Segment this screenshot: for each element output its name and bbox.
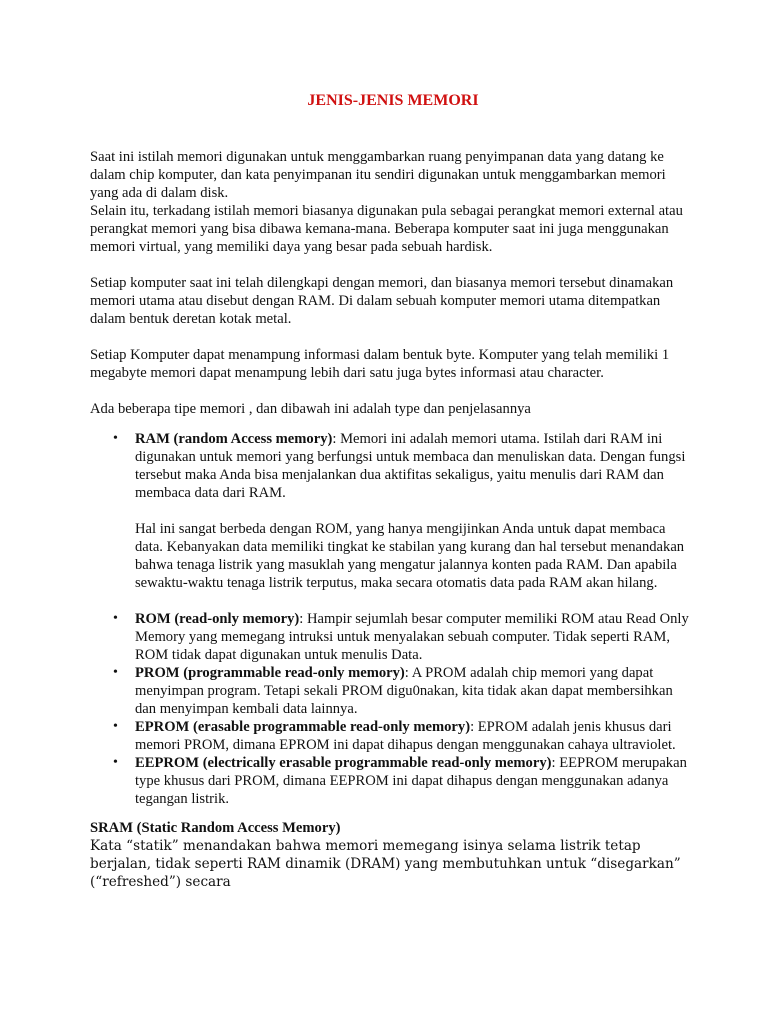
desc-ram: : Memori ini adalah memori utama. Istilah dari RAM ini digunakan untuk memori yang berfungsi untuk membaca dan menuliskan data. Dengan fungsi tersebut maka Anda bisa menjalankan dua aktifitas sekaligus, yaitu menulis dari RAM dan membaca data dari RAM. [135,431,686,501]
desc-eeprom: : EEPROM merupakan type khusus dari PROM, dimana EEPROM ini dapat dihapus dengan menggunakan adanya tegangan listrik. [135,755,687,807]
list-item-eprom [90,718,690,754]
bullet-icon: • [113,431,118,446]
intro-paragraph-4: Setiap Komputer dapat menampung informasi dalam bentuk byte. Komputer yang telah memiliki 1 megabyte memori dapat menampung lebih dari satu juga bytes informasi atau character. [90,347,670,381]
intro-paragraph-1: Saat ini istilah memori digunakan untuk menggambarkan ruang penyimpanan data yang datang ke dalam chip komputer, dan kata penyimpanan itu sendiri digunakan untuk menggambarkan memori yang ada di dalam disk. [90,149,666,201]
bullet-icon: • [113,665,118,680]
sram-heading: SRAM (Static Random Access Memory) [90,820,341,836]
bullet-icon: • [113,611,118,626]
term-prom: PROM (programmable read-only memory) [135,665,405,681]
bullet-icon: • [113,755,118,770]
list-item-eeprom [90,754,690,808]
list-item-prom [90,664,690,718]
term-eeprom: EEPROM (electrically erasable programmable read-only memory) [135,755,552,771]
bullet-icon: • [113,719,118,734]
desc-eprom: : EPROM adalah jenis khusus dari memori PROM, dimana EPROM ini dapat dihapus dengan menggunakan cahaya ultraviolet. [135,719,676,753]
document-title: JENIS-JENIS MEMORI [307,92,479,109]
desc-prom: : A PROM adalah chip memori yang dapat menyimpan program. Tetapi sekali PROM digu0nakan, kita tidak akan dapat membersihkan dan menyimpan kembali data lainnya. [135,665,673,717]
sram-paragraph: Kata “statik” menandakan bahwa memori memegang isinya selama listrik tetap berjalan, tidak seperti RAM dinamik (DRAM) yang membutuhkan untuk “disegarkan” (“refreshed”) secara [90,838,681,890]
memory-type-list [90,430,690,808]
desc-rom: : Hampir sejumlah besar computer memiliki ROM atau Read Only Memory yang memegang intruksi untuk menyalakan sebuah computer. Tidak seperti RAM, ROM tidak dapat digunakan untuk menulis Data. [135,611,689,663]
list-item-ram [90,430,690,592]
term-eprom: EPROM (erasable programmable read-only memory) [135,719,471,735]
term-rom: ROM (read-only memory) [135,611,300,627]
spacer [90,328,690,346]
intro-paragraph-2: Selain itu, terkadang istilah memori biasanya digunakan pula sebagai perangkat memori external atau perangkat memori yang bisa dibawa kemana-mana. Beberapa komputer saat ini juga menggunakan memori virtual, yang memiliki daya yang besar pada sebuah hardisk. [90,203,683,255]
intro-paragraph-5: Ada beberapa tipe memori , dan dibawah ini adalah type dan penjelasannya [90,401,531,417]
spacer [90,382,690,400]
spacer [90,256,690,274]
intro-paragraph-3: Setiap komputer saat ini telah dilengkapi dengan memori, dan biasanya memori tersebut dinamakan memori utama atau disebut dengan RAM. Di dalam sebuah komputer memori utama ditempatkan dalam bentuk deretan kotak metal. [90,275,674,327]
document-page [90,92,690,891]
list-item-rom [90,610,690,664]
ram-extra-paragraph: Hal ini sangat berbeda dengan ROM, yang hanya mengijinkan Anda untuk dapat membaca data. Kebanyakan data memiliki tingkat ke stabilan yang kurang dan hal tersebut menandakan bahwa tenaga listrik yang masuklah yang mengatur jalannya konten pada RAM. Dan apabila sewaktu-waktu tenaga listrik terputus, maka secara otomatis data pada RAM akan hilang. [135,521,685,591]
term-ram: RAM (random Access memory) [135,431,333,447]
